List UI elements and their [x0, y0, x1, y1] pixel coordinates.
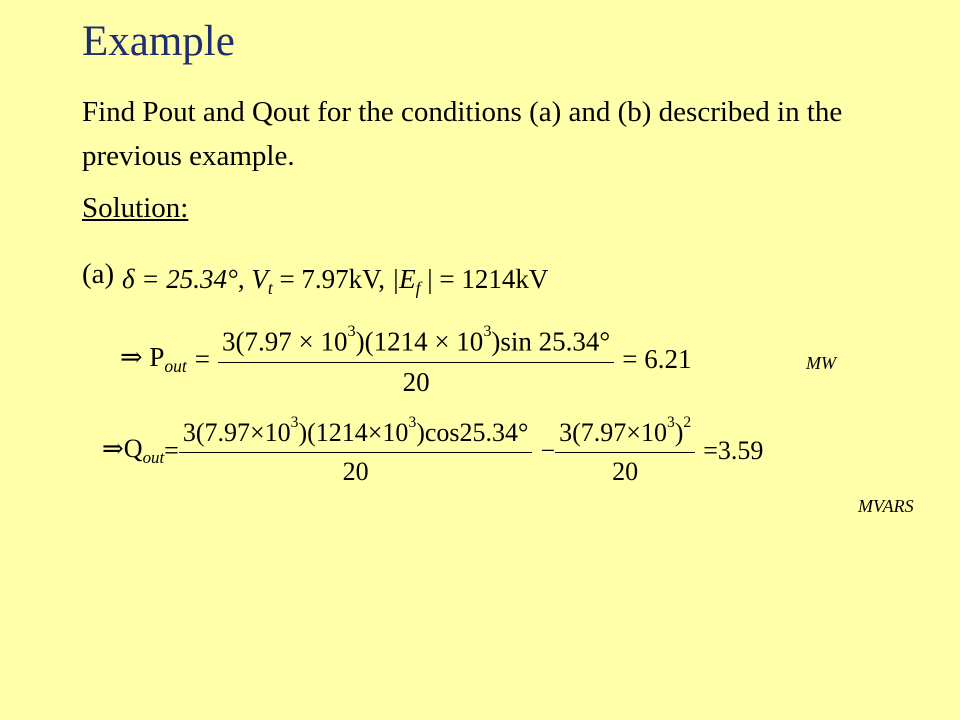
ef-value: | = 1214kV: [427, 264, 549, 294]
qout-fraction-1: [179, 414, 533, 487]
qout-fraction-2: [555, 414, 695, 487]
pout-numerator: $3(7.97 \times 10^3)(1214 \times 10^3)\sin$ 25.34°: [218, 322, 614, 363]
vt-subscript: t: [267, 278, 273, 299]
qout-numerator-2: $3(7.97\times 10^3)^2$: [555, 414, 695, 453]
part-a-label: (a): [82, 258, 115, 290]
ef-subscript: f: [415, 278, 421, 299]
solution-label: Solution:: [82, 192, 189, 224]
qout-lhs: $\Rightarrow Q_{out}$: [102, 433, 165, 467]
problem-statement: Find Pout and Qout for the conditions (a) and (b) described in the previous example.: [82, 96, 843, 172]
pout-unit: MW: [806, 353, 836, 373]
qout-unit: MVARS: [858, 496, 914, 516]
qout-denominator-2: 20: [612, 457, 639, 487]
qout-denominator-1: 20: [342, 457, 369, 487]
qout-equation: $\Rightarrow Q_{out}$ = $\frac{3(7.97\times 10^3)(1214\times 10^3)\cos 25.34^\circ}{20}$ − $\frac{3(7.97\times 10^3)^2}{20}$ =3.59: [102, 414, 764, 487]
pout-denominator: 20: [402, 366, 430, 397]
pout-fraction: [218, 322, 614, 398]
qout-numerator-1: $3(7.97\times 10^3)(1214\times 10^3)\cos 25.34^\circ$: [179, 414, 533, 453]
vt-value: = 7.97kV: [279, 264, 379, 294]
pout-result: = 6.21: [622, 344, 692, 375]
ef-symbol: |E: [391, 264, 416, 294]
pout-equation: ⇒ $P_{out}$ = $\frac{3(7.97 \times 10^3)(1214 \times 10^3)\sin 25.34^\circ}{20}$ = 6.21: [120, 322, 692, 397]
given-values: δ = 25.34°, $V_t = 7.97kV$, $|E_f$ | = 1214kV: [122, 264, 549, 299]
vt-symbol: V: [251, 264, 268, 294]
pout-lhs: ⇒ $P_{out}$: [120, 342, 187, 377]
delta-value: δ = 25.34°: [122, 264, 238, 294]
slide-title: Example: [82, 18, 235, 65]
qout-result: =3.59: [703, 435, 764, 465]
